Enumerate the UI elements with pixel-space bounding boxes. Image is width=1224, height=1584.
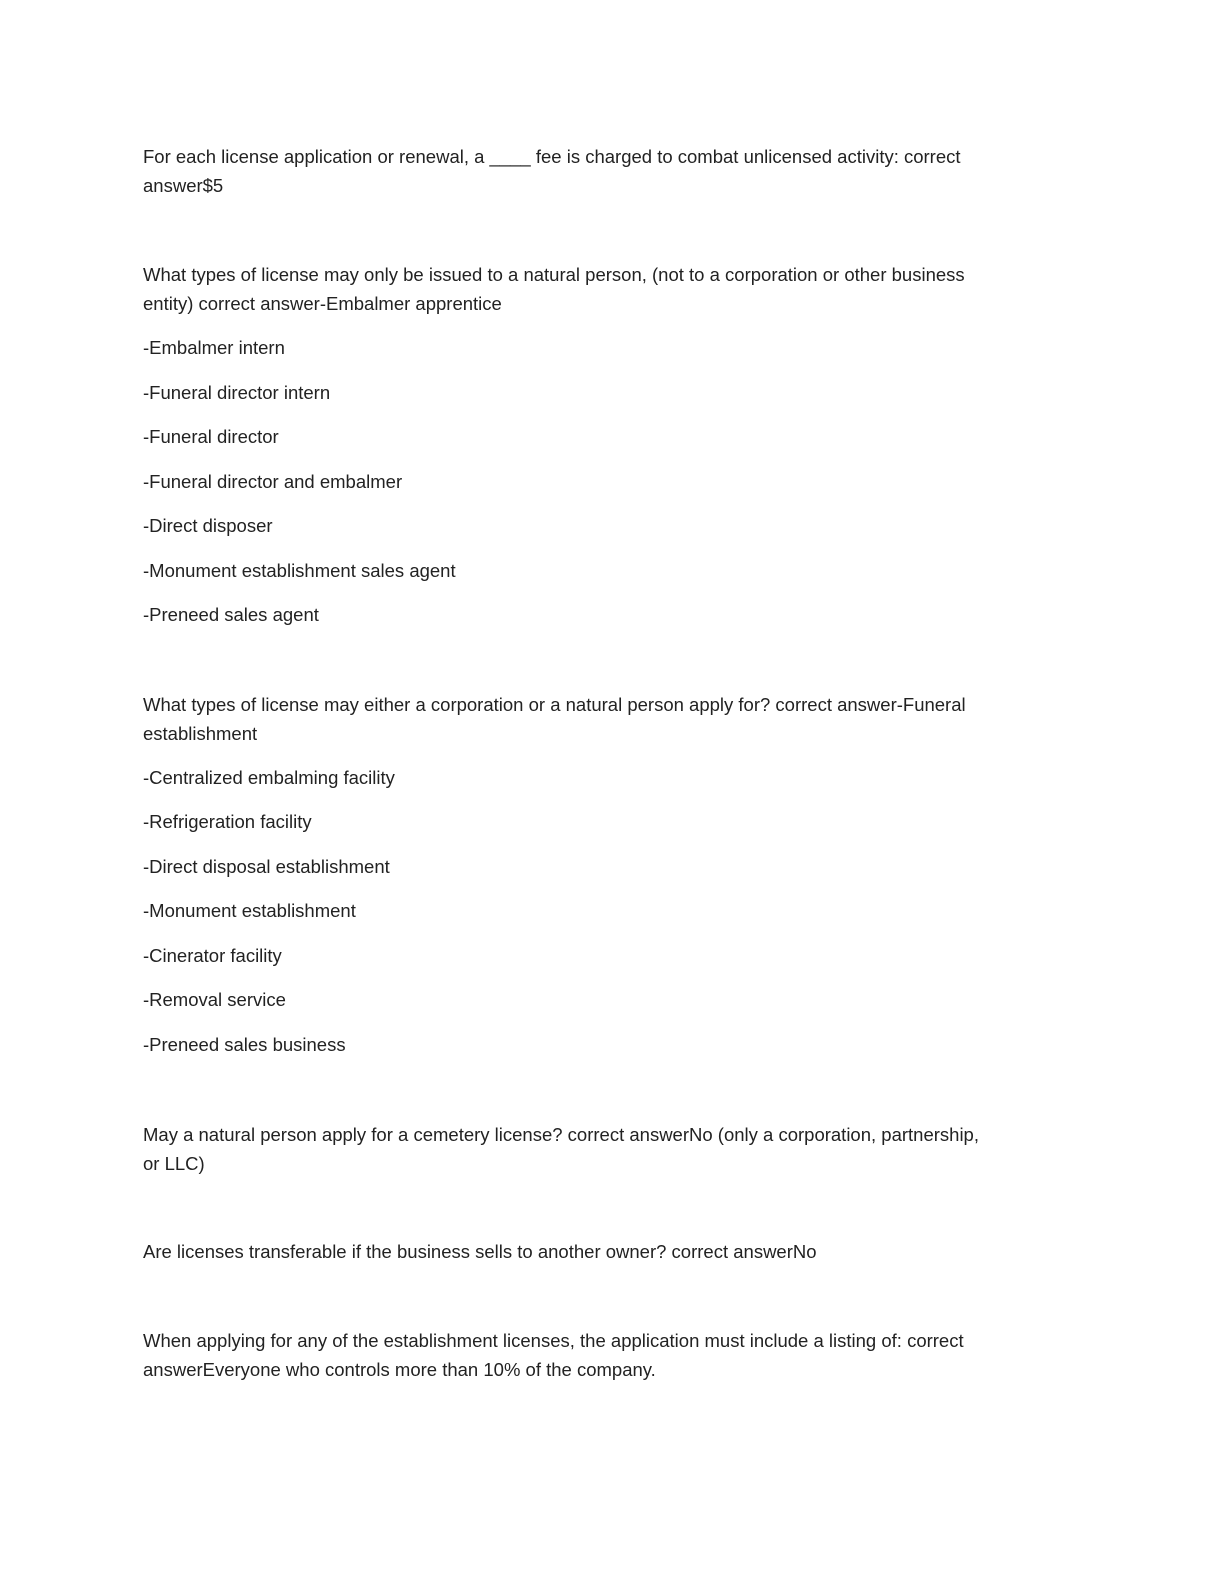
text-line: -Preneed sales business: [143, 1034, 346, 1055]
text-line: -Funeral director: [143, 426, 279, 447]
text-line: -Preneed sales agent: [143, 604, 319, 625]
list-item: [143, 333, 1103, 362]
list-item: [143, 556, 1103, 585]
text-line: -Cinerator facility: [143, 945, 282, 966]
text-line: or LLC): [143, 1153, 205, 1174]
list-item: [143, 378, 1103, 407]
list-item: [143, 941, 1103, 970]
text-line: answerEveryone who controls more than 10% of the company.: [143, 1359, 656, 1380]
list-item: [143, 985, 1103, 1014]
question-paragraph: [143, 142, 1103, 200]
text-line: -Removal service: [143, 989, 286, 1010]
text-line: -Monument establishment sales agent: [143, 560, 456, 581]
list-item: [143, 763, 1103, 792]
text-line: Are licenses transferable if the business sells to another owner? correct answerNo: [143, 1241, 817, 1262]
text-line: When applying for any of the establishment licenses, the application must include a listing of: correct: [143, 1330, 964, 1351]
text-line: establishment: [143, 723, 258, 744]
list-item: [143, 807, 1103, 836]
text-line: -Funeral director intern: [143, 382, 331, 403]
question-paragraph: [143, 1326, 1103, 1384]
question-paragraph: [143, 260, 1103, 318]
text-line: -Embalmer intern: [143, 337, 285, 358]
list-item: [143, 600, 1103, 629]
question-paragraph: [143, 690, 1103, 748]
question-paragraph: [143, 1120, 1103, 1178]
list-item: [143, 467, 1103, 496]
text-line: entity) correct answer-Embalmer apprentice: [143, 293, 502, 314]
text-line: May a natural person apply for a cemetery license? correct answerNo (only a corporation, partnership,: [143, 1124, 979, 1145]
text-line: -Centralized embalming facility: [143, 767, 395, 788]
text-line: What types of license may either a corporation or a natural person apply for? correct answer-Funeral: [143, 694, 966, 715]
text-line: -Monument establishment: [143, 900, 356, 921]
text-line: -Direct disposal establishment: [143, 856, 390, 877]
list-item: [143, 422, 1103, 451]
text-line: What types of license may only be issued to a natural person, (not to a corporation or other business: [143, 264, 965, 285]
text-line: answer$5: [143, 175, 224, 196]
question-paragraph: [143, 1237, 1103, 1266]
text-line: -Direct disposer: [143, 515, 273, 536]
text-line: -Funeral director and embalmer: [143, 471, 403, 492]
list-item: [143, 852, 1103, 881]
text-line: -Refrigeration facility: [143, 811, 312, 832]
list-item: [143, 511, 1103, 540]
list-item: [143, 896, 1103, 925]
text-line: For each license application or renewal, a ____ fee is charged to combat unlicensed activity: correct: [143, 146, 961, 167]
list-item: [143, 1030, 1103, 1059]
